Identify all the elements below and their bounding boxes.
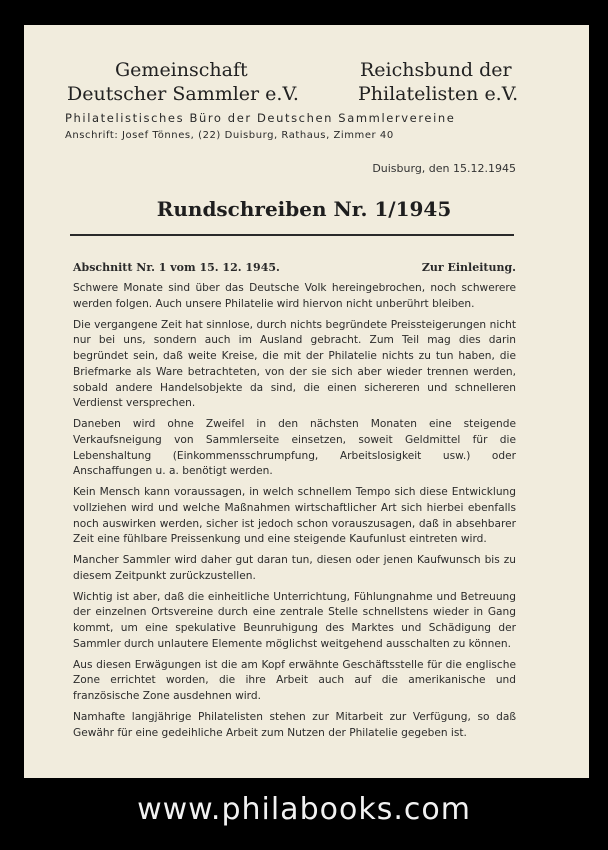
section-heading: Abschnitt Nr. 1 vom 15. 12. 1945. <box>73 261 280 274</box>
page-title: Rundschreiben Nr. 1/1945 <box>156 197 452 221</box>
header-right-line2: Philatelisten e.V. <box>358 83 519 105</box>
header-right-line1: Reichsbund der <box>360 59 512 81</box>
section-topic: Zur Einleitung. <box>421 261 516 274</box>
paragraph: Wichtig ist aber, daß die einheitliche Unterrichtung, Fühlungnahme und Betreuung der einzelnen Ortsvereine durch eine zentrale Stelle schnellstens wieder in Gang kommt, um eine spekulative Beunruhigung des Marktes und Schädigung der Sammler durch unlautere Elemente möglichst weitgehend ausschalten zu können. <box>73 590 516 650</box>
header-left-line1: Gemeinschaft <box>115 59 248 81</box>
paragraph: Daneben wird ohne Zweifel in den nächsten Monaten eine steigende Verkaufsneigung von Sammlerseite einsetzen, soweit Geldmittel für die Lebenshaltung (Einkommensschrumpfung, Arbeitslosigkeit usw.) oder Anschaffungen u. a. benötigt werden. <box>73 418 516 478</box>
title-divider <box>70 234 514 236</box>
paragraph: Namhafte langjährige Philatelisten stehen zur Mitarbeit zur Verfügung, so daß Gewähr für eine gedeihliche Arbeit zum Nutzen der Philatelie gegeben ist. <box>73 710 516 739</box>
paragraph: Mancher Sammler wird daher gut daran tun, diesen oder jenen Kaufwunsch bis zu diesem Zeitpunkt zurückzustellen. <box>73 554 516 582</box>
header-left-line2: Deutscher Sammler e.V. <box>67 83 299 105</box>
website-footer: www.philabooks.com <box>137 792 471 827</box>
body-text <box>73 281 516 746</box>
paragraph: Kein Mensch kann voraussagen, in welch schnellem Tempo sich diese Entwicklung vollziehen wird und welche Maßnahmen wirtschaftlicher Art sich hierbei ebenfalls noch auswirken werden, sicher ist jedoch schon vorauszusagen, daß in absehbarer Zeit eine fühlbare Preissenkung und eine steigende Kaufunlust eintreten wird. <box>73 486 516 546</box>
paragraph: Aus diesen Erwägungen ist die am Kopf erwähnte Geschäftsstelle für die englische Zone errichtet worden, die ihre Arbeit auch auf die amerikanische und französische Zone ausdehnen wird. <box>73 658 516 702</box>
paragraph: Die vergangene Zeit hat sinnlose, durch nichts begründete Preissteigerungen nicht nur bei uns, sondern auch im Ausland gebracht. Zum Teil mag dies darin begründet sein, daß weite Kreise, die mit der Philatelie nichts zu tun haben, die Briefmarke als Ware betrachteten, von der sie sich aber wieder trennen werden, sobald andere Handelsobjekte da sind, die einen sichereren und schnelleren Verdienst versprechen. <box>73 318 516 410</box>
bureau-line: Philatelistisches Büro der Deutschen Sammlervereine <box>65 111 456 125</box>
address-line: Anschrift: Josef Tönnes, (22) Duisburg, Rathaus, Zimmer 40 <box>65 130 394 141</box>
paragraph: Schwere Monate sind über das Deutsche Volk hereingebrochen, noch schwerere werden folgen. Auch unsere Philatelie wird hiervon nicht unberührt bleiben. <box>73 282 516 310</box>
letter-date: Duisburg, den 15.12.1945 <box>372 162 516 175</box>
